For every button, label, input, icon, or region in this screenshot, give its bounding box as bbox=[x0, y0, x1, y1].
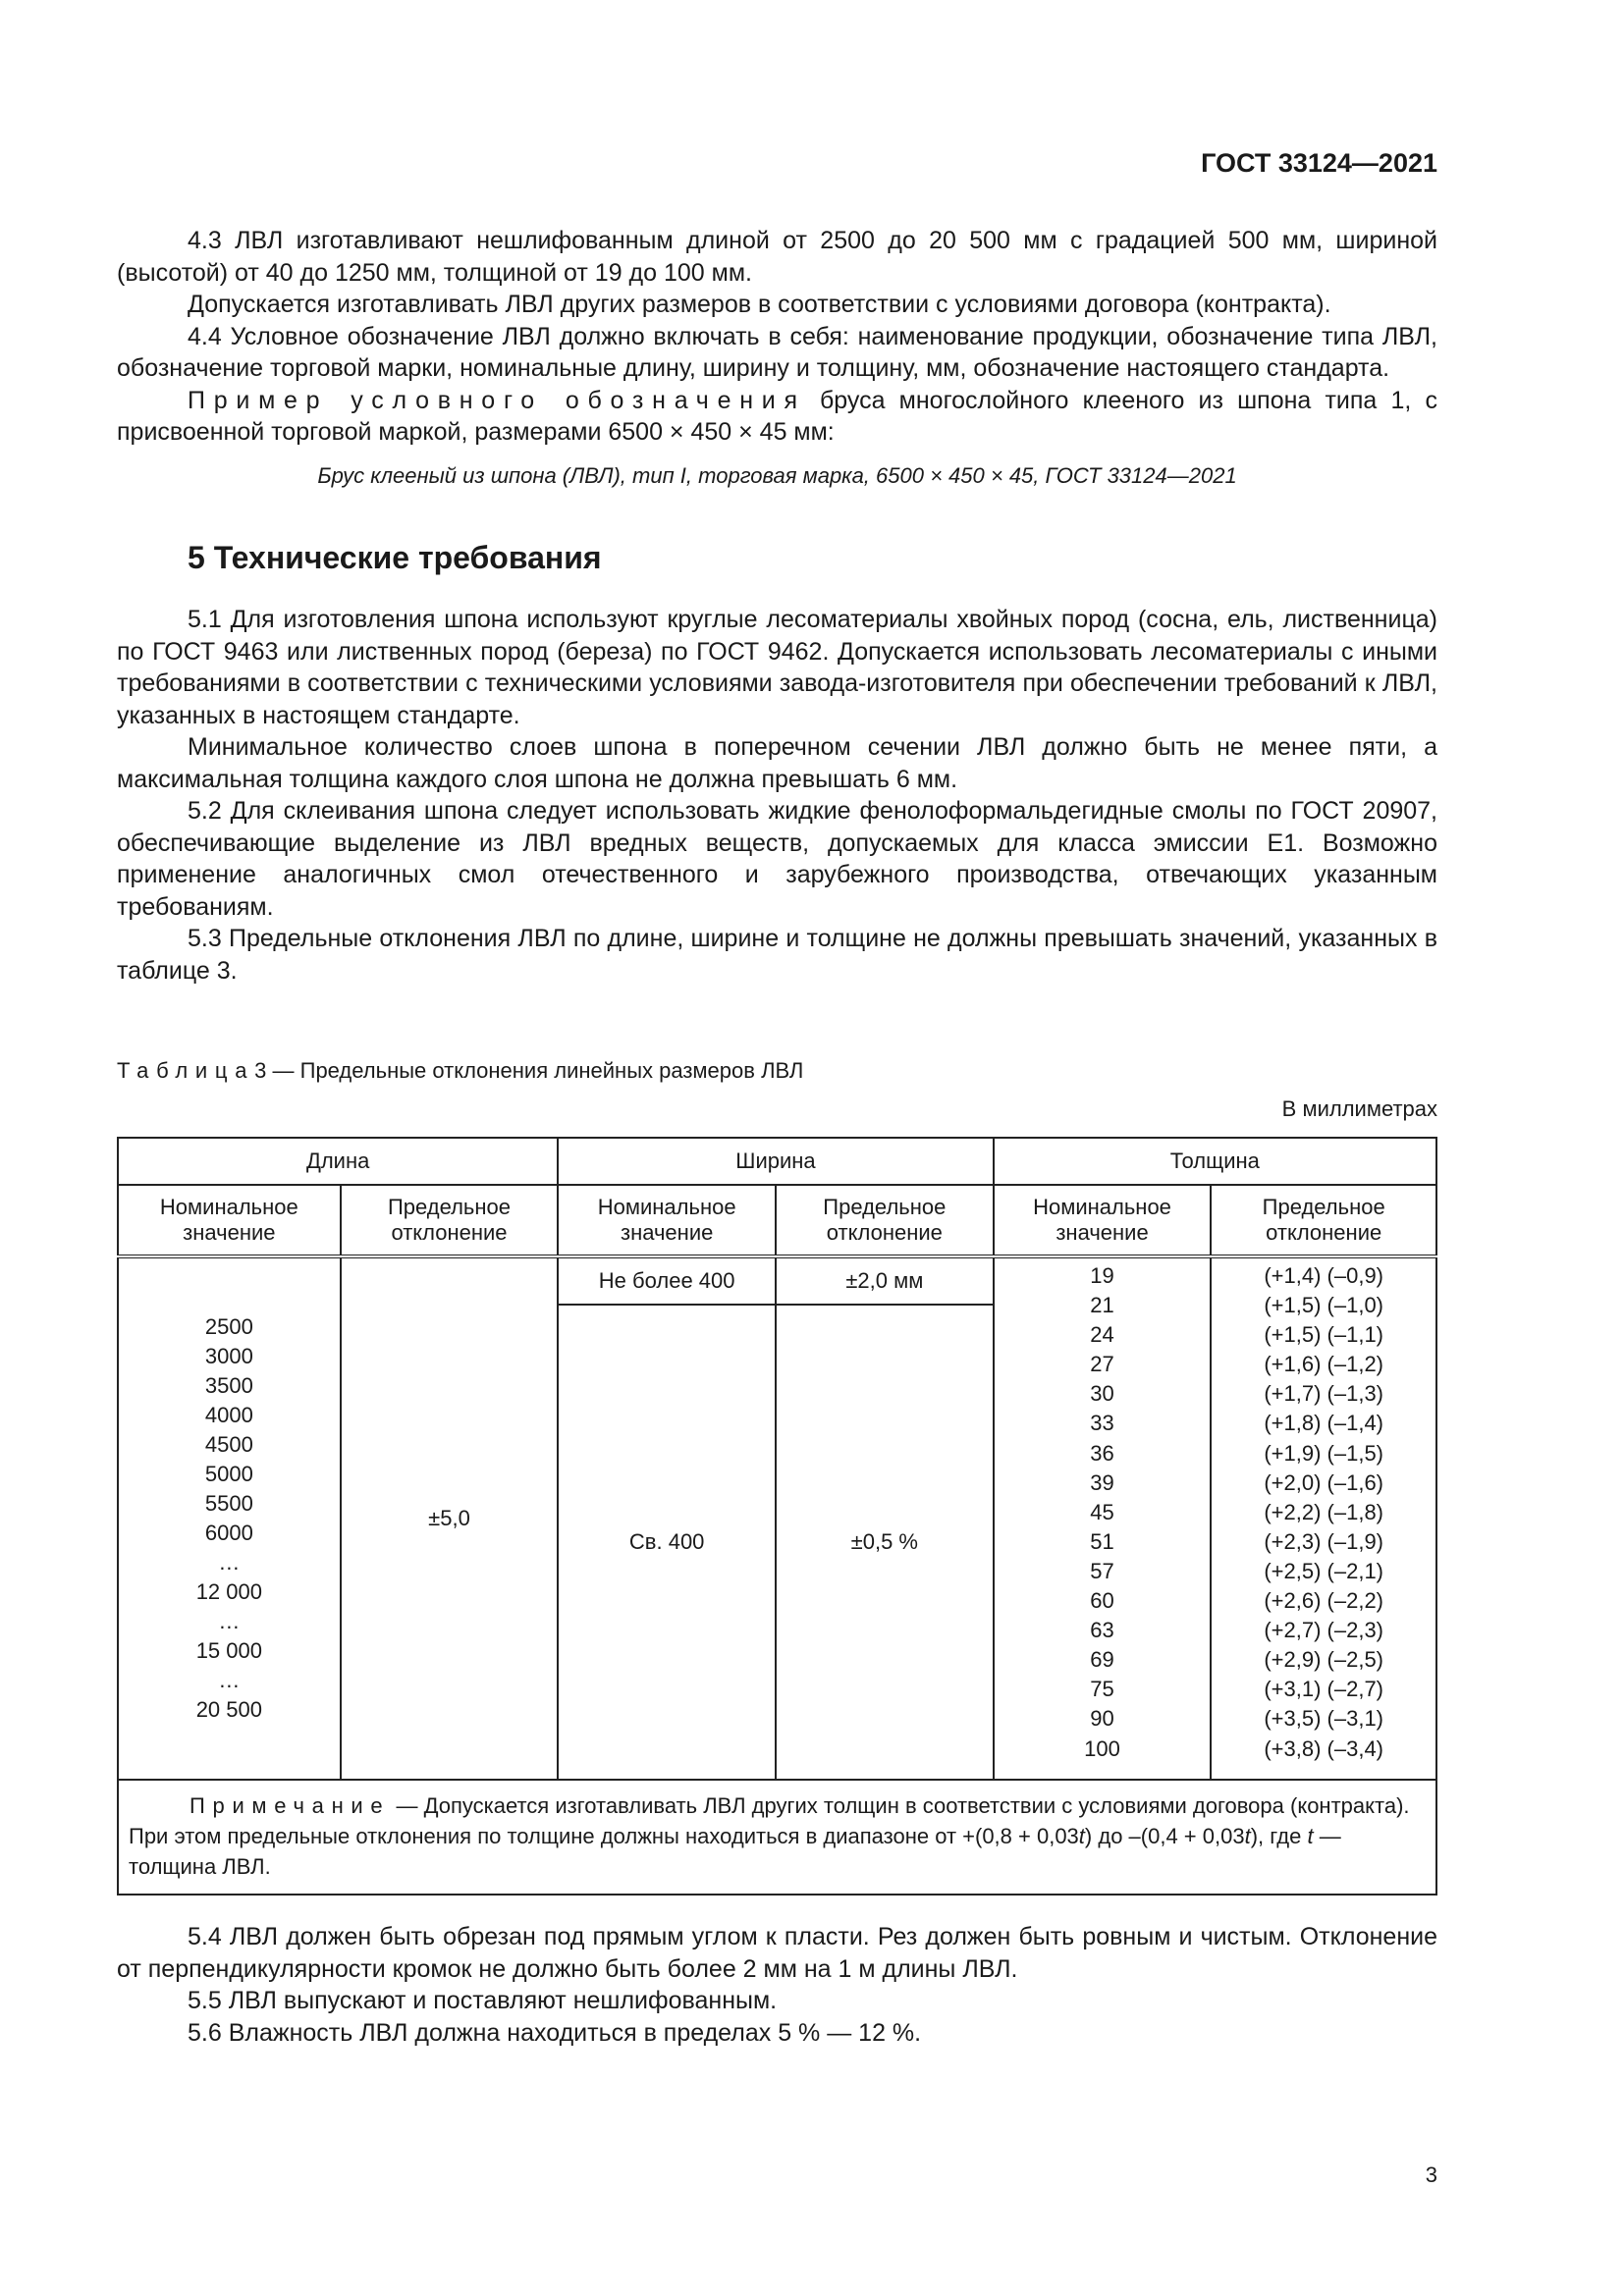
paragraph-5-3: 5.3 Предельные отклонения ЛВЛ по длине, ширине и толщине не должны превышать значений, указанных в таблице 3. bbox=[117, 925, 1437, 985]
subheader-deviation: Предельное отклонение bbox=[1211, 1185, 1436, 1256]
note-lead: Примечание bbox=[189, 1793, 391, 1818]
table-caption bbox=[117, 1058, 803, 1084]
paragraph-5-1: 5.1 Для изготовления шпона используют круглые лесоматериалы хвойных пород (сосна, ель, лиственница) по ГОСТ 9463 или лиственных пород (береза) по ГОСТ 9462. Допускается использовать лесоматериалы с иными требованиями в соответствии с техническими условиями завода-изготовителя при обеспечении требований к ЛВЛ, указанных в настоящем стандарте. bbox=[117, 606, 1437, 729]
width-row2-nominal: Св. 400 bbox=[558, 1305, 776, 1780]
thickness-values-cell: 19 21 24 27 30 33 36 39 45 51 57 60 63 69 75 90 100 bbox=[994, 1256, 1212, 1780]
paragraph-5-6: 5.6 Влажность ЛВЛ должна находиться в пределах 5 % — 12 %. bbox=[188, 2018, 922, 2047]
example-lead: Пример условного обозначения bbox=[188, 386, 806, 414]
subheader-nominal: Номинальное значение bbox=[118, 1185, 341, 1256]
width-row1-deviation: ±2,0 мм bbox=[776, 1256, 994, 1305]
paragraph-4-3: 4.3 ЛВЛ изготавливают нешлифованным длиной от 2500 до 20 500 мм с градацией 500 мм, шириной (высотой) от 40 до 1250 мм, толщиной от 19 до 100 мм. bbox=[117, 227, 1437, 287]
header-width: Ширина bbox=[558, 1138, 993, 1185]
body-text-bottom bbox=[117, 1921, 1437, 2049]
table-caption-text: 3 — Предельные отклонения линейных размеров ЛВЛ bbox=[254, 1058, 804, 1083]
length-deviation-cell: ±5,0 bbox=[341, 1256, 559, 1780]
paragraph-5-5: 5.5 ЛВЛ выпускают и поставляют нешлифованным. bbox=[188, 1987, 778, 2014]
paragraph-4-4: 4.4 Условное обозначение ЛВЛ должно включать в себя: наименование продукции, обозначение типа ЛВЛ, обозначение торговой марки, номинальные длину, ширину и толщину, мм, обозначение настоящего стандарта. bbox=[117, 322, 1437, 382]
table-caption-lead: Таблица bbox=[117, 1058, 255, 1083]
document-id-header: ГОСТ 33124—2021 bbox=[1201, 148, 1437, 178]
page-number: 3 bbox=[1425, 2163, 1437, 2187]
width-row2-deviation: ±0,5 % bbox=[776, 1305, 994, 1780]
example-designation: Брус клееный из шпона (ЛВЛ), тип I, торговая марка, 6500 × 450 × 45, ГОСТ 33124—2021 bbox=[317, 462, 1237, 488]
section-title: 5 Технические требования bbox=[188, 540, 602, 575]
header-length: Длина bbox=[118, 1138, 558, 1185]
subheader-nominal: Номинальное значение bbox=[994, 1185, 1212, 1256]
length-values-cell: 2500 3000 3500 4000 4500 5000 5500 6000 … 12 000 … 15 000 … 20 500 bbox=[118, 1256, 341, 1780]
body-text-top bbox=[117, 225, 1437, 987]
thickness-deviations-cell: (+1,4) (–0,9) (+1,5) (–1,0) (+1,5) (–1,1) (+1,6) (–1,2) (+1,7) (–1,3) (+1,8) (–1,4) (+1,9) (–1,5) (+2,0) (–1,6) (+2,2) (–1,8) (+2,3) (–1,9) (+2,5) (–2,1) (+2,6) (–2,2) (+2,7) (–2,3) (+2,9) (–2,5) (+3,1) (–2,7) (+3,5) (–3,1) (+3,8) (–3,4) bbox=[1211, 1256, 1436, 1780]
example-paragraph bbox=[117, 385, 1437, 449]
table-note: Примечание — Допускается изготавливать ЛВЛ других толщин в соответствии с условиями договора (контракта). При этом предельные отклонения по толщине должны находиться в диапазоне от +(0,8 + 0,03t) до –(0,4 + 0,03t), где t — толщина ЛВЛ. bbox=[118, 1780, 1436, 1895]
subheader-deviation: Предельное отклонение bbox=[776, 1185, 994, 1256]
paragraph-5-2: 5.2 Для склеивания шпона следует использовать жидкие фенолоформальдегидные смолы по ГОСТ 20907, обеспечивающие выделение из ЛВЛ вредных веществ, допускаемых для класса эмиссии Е1. Возможно применение аналогичных смол отечественного и зарубежного производства, отвечающих указанным требованиям. bbox=[117, 797, 1437, 921]
width-row1-nominal: Не более 400 bbox=[558, 1256, 776, 1305]
example-text: бруса многослойного клееного из шпона типа 1, с присвоенной торговой маркой, размерами 6500 × 450 × 45 мм: bbox=[117, 386, 1437, 446]
subheader-nominal: Номинальное значение bbox=[558, 1185, 776, 1256]
subheader-deviation: Предельное отклонение bbox=[341, 1185, 559, 1256]
deviation-table bbox=[117, 1137, 1437, 1896]
header-thickness: Толщина bbox=[994, 1138, 1436, 1185]
paragraph-4-3-note: Допускается изготавливать ЛВЛ других размеров в соответствии с условиями договора (контракта). bbox=[188, 291, 1331, 318]
paragraph-5-4: 5.4 ЛВЛ должен быть обрезан под прямым углом к пласти. Рез должен быть ровным и чистым. Отклонение от перпендикулярности кромок не должно быть более 2 мм на 1 м длины ЛВЛ. bbox=[117, 1923, 1437, 1983]
table-units: В миллиметрах bbox=[1281, 1096, 1437, 1121]
paragraph-5-1-layers: Минимальное количество слоев шпона в поперечном сечении ЛВЛ должно быть не менее пяти, а максимальная толщина каждого слоя шпона не должна превышать 6 мм. bbox=[117, 733, 1437, 793]
